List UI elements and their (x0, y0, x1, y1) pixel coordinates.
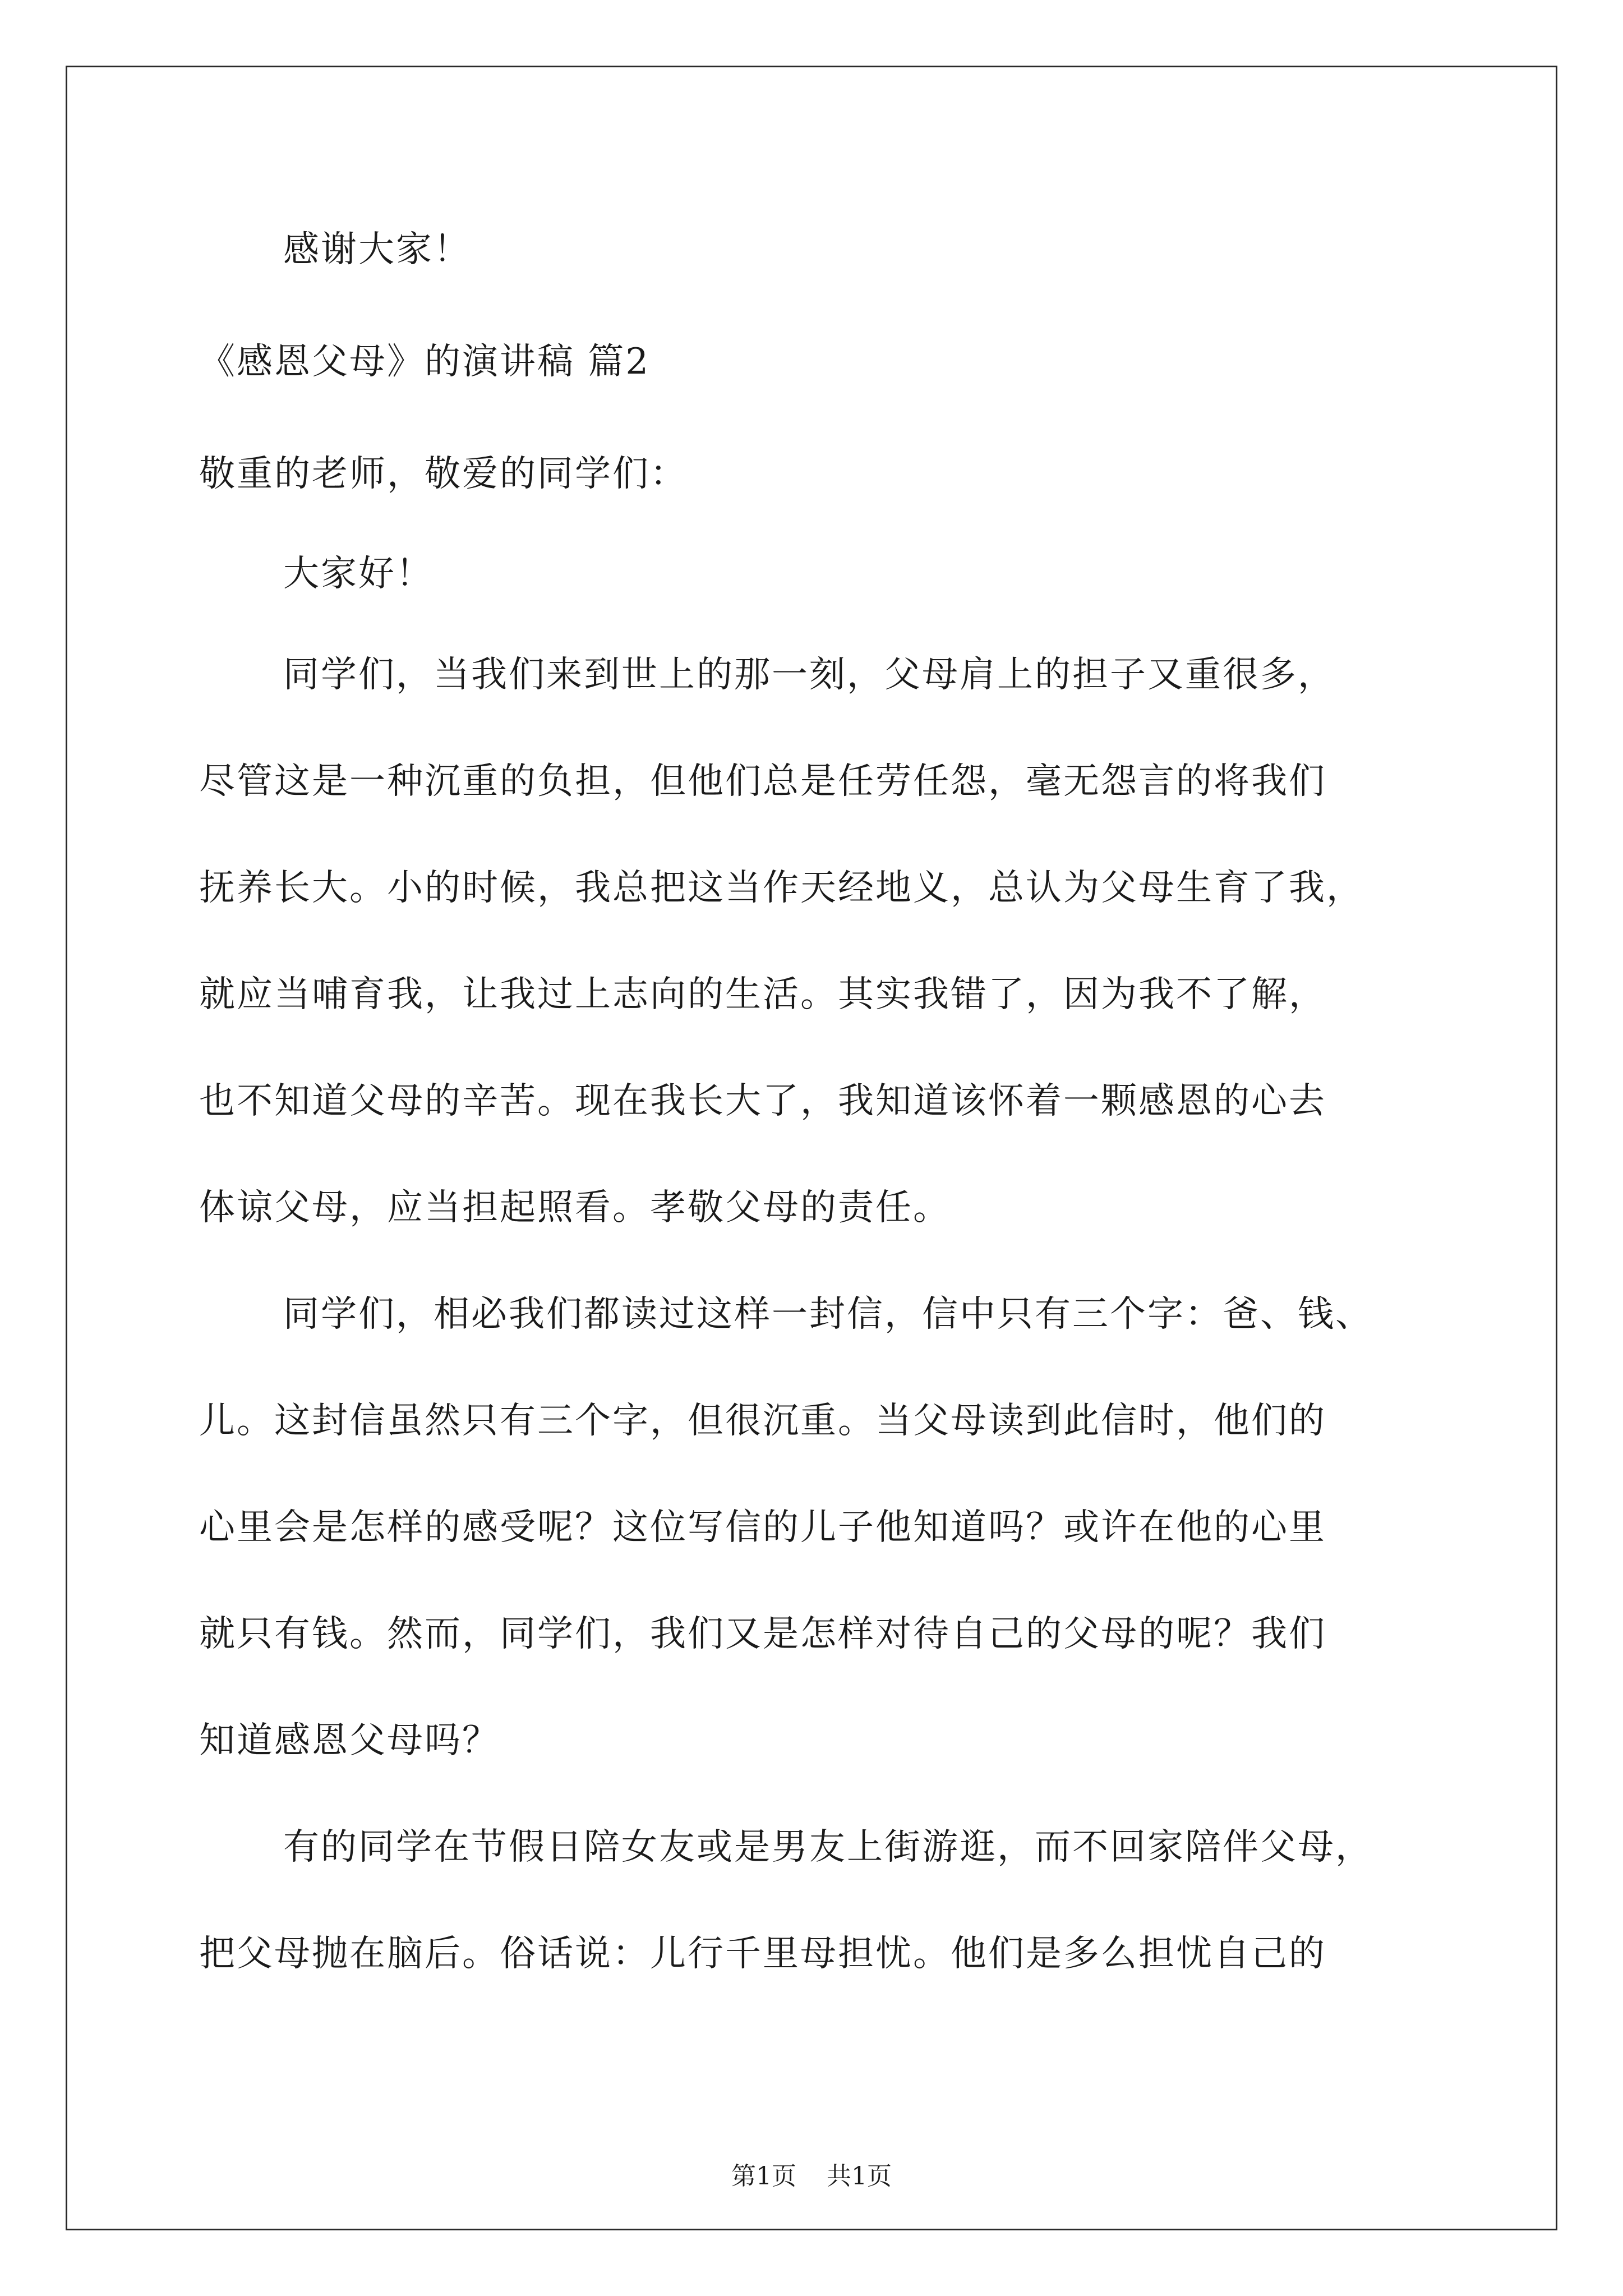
paragraph-2-line: 同学们，相必我们都读过这样一封信，信中只有三个字：爸、钱、 (283, 1294, 1373, 1335)
section-heading: 《感恩父母》的演讲稿 篇2 (199, 341, 651, 383)
paragraph-1-line: 就应当哺育我，让我过上志向的生活。其实我错了，因为我不了解， (199, 974, 1326, 1015)
paragraph-1-line: 抚养长大。小的时候，我总把这当作天经地义，总认为父母生育了我， (199, 867, 1364, 909)
page-footer (0, 2160, 1623, 2193)
paragraph-2-line: 心里会是怎样的感受呢？这位写信的儿子他知道吗？或许在他的心里 (199, 1507, 1326, 1548)
paragraph-1-line: 体谅父母，应当担起照看。孝敬父母的责任。 (199, 1187, 951, 1228)
salutation-line: 敬重的老师，敬爱的同学们： (199, 453, 688, 495)
page-number-current: 第1页 (731, 2162, 796, 2191)
paragraph-2-line: 就只有钱。然而，同学们，我们又是怎样对待自己的父母的呢？我们 (199, 1613, 1326, 1655)
paragraph-3-line: 有的同学在节假日陪女友或是男友上街游逛，而不回家陪伴父母， (283, 1826, 1373, 1868)
paragraph-2-line: 知道感恩父母吗？ (199, 1720, 500, 1761)
closing-line: 感谢大家！ (283, 229, 471, 270)
paragraph-1-line: 同学们，当我们来到世上的那一刻，父母肩上的担子又重很多， (283, 654, 1335, 696)
greeting-line: 大家好！ (283, 553, 434, 595)
page-number-total: 共1页 (827, 2162, 892, 2191)
paragraph-1-line: 也不知道父母的辛苦。现在我长大了，我知道该怀着一颗感恩的心去 (199, 1080, 1326, 1122)
paragraph-3-line: 把父母抛在脑后。俗话说：儿行千里母担忧。他们是多么担忧自己的 (199, 1933, 1326, 1975)
paragraph-2-line: 儿。这封信虽然只有三个字，但很沉重。当父母读到此信时，他们的 (199, 1400, 1326, 1442)
paragraph-1-line: 尽管这是一种沉重的负担，但他们总是任劳任怨，毫无怨言的将我们 (199, 761, 1326, 802)
page-border (66, 66, 1557, 2230)
